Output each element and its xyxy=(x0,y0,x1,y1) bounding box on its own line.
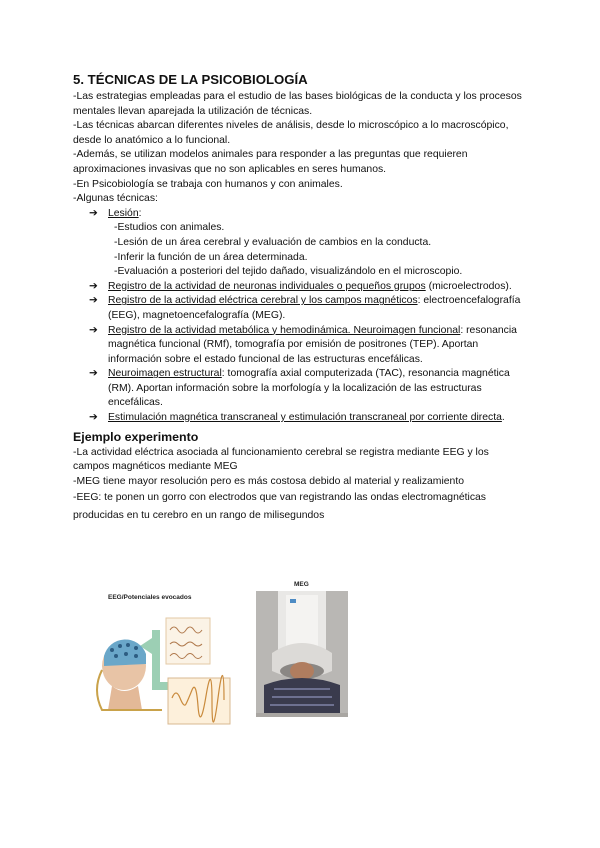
sub-item: -Lesión de un área cerebral y evaluación de cambios en la conducta. xyxy=(114,236,432,248)
list-item xyxy=(73,411,525,426)
sub-item: -Estudios con animales. xyxy=(114,222,225,234)
technique-title: Neuroimagen estructural xyxy=(108,368,222,380)
arrow-icon: ➔ xyxy=(89,207,98,219)
list-item xyxy=(73,367,525,411)
technique-desc: : resonancia magnética funcional (RMf), tomografía por emisión de positrones (TEP). Aportan información sobre el estado funcional de las estructuras encefálicas. xyxy=(108,324,517,365)
intro-line: -Las estrategias empleadas para el estudio de las bases biológicas de la conducta y los procesos mentales llevan aparejada la utilización de técnicas. xyxy=(73,91,522,117)
arrow-icon: ➔ xyxy=(89,412,98,424)
eeg-figure-title: EEG/Potenciales evocados xyxy=(108,594,192,601)
technique-title: Estimulación magnética transcraneal y estimulación transcraneal por corriente directa xyxy=(108,412,502,424)
intro-line: -En Psicobiología se trabaja con humanos y con animales. xyxy=(73,178,343,190)
eeg-figure xyxy=(92,590,234,728)
example-line: -EEG: te ponen un gorro con electrodos que van registrando las ondas electromagnéticas producidas en tu cerebro en un rango de milisegundos xyxy=(73,492,486,522)
intro-line: -Además, se utilizan modelos animales para responder a las preguntas que requieren aproximaciones invasivas que no son aplicables en seres humanos. xyxy=(73,149,468,175)
list-item xyxy=(73,324,525,368)
technique-desc: (microelectrodos). xyxy=(425,280,512,292)
figures-area xyxy=(0,575,600,735)
example-line: -La actividad eléctrica asociada al funcionamiento cerebral se registra mediante EEG y los campos magnéticos mediante MEG xyxy=(73,446,489,473)
sub-item: -Evaluación a posteriori del tejido dañado, visualizándolo en el microscopio. xyxy=(114,266,463,278)
example-line: -MEG tiene mayor resolución pero es más costosa debido al material y realizamiento xyxy=(73,475,464,487)
sub-list xyxy=(108,221,525,279)
technique-title: Registro de la actividad eléctrica cerebral y los campos magnéticos xyxy=(108,295,418,307)
meg-figure xyxy=(256,575,348,735)
technique-desc: : tomografía axial computerizada (TAC), resonancia magnética (RM). Aportan información sobre la morfología y la localización de las estructuras encefálicas. xyxy=(108,368,510,409)
intro-line: -Las técnicas abarcan diferentes niveles de análisis, desde lo microscópico a lo macroscópico, desde lo anatómico a lo funcional. xyxy=(73,120,509,146)
technique-title: Registro de la actividad de neuronas individuales o pequeños grupos xyxy=(108,280,426,292)
list-item xyxy=(73,207,525,280)
techniques-list xyxy=(73,207,525,426)
document-content xyxy=(73,72,525,525)
example-heading: Ejemplo experimento xyxy=(73,429,199,444)
sub-item: -Inferir la función de un área determinada. xyxy=(114,251,308,263)
arrow-icon: ➔ xyxy=(89,295,98,307)
meg-figure-title: MEG xyxy=(294,581,309,588)
technique-desc: . xyxy=(501,412,505,424)
section-heading: 5. TÉCNICAS DE LA PSICOBIOLOGÍA xyxy=(73,72,308,87)
technique-title: Registro de la actividad metabólica y hemodinámica. Neuroimagen funcional xyxy=(108,324,461,336)
intro-line: -Algunas técnicas: xyxy=(73,193,158,205)
technique-title: Lesión xyxy=(108,207,139,219)
arrow-icon: ➔ xyxy=(89,280,98,292)
technique-desc: : xyxy=(138,207,142,219)
technique-desc: : electroencefalografía (EEG), magnetoencefalografía (MEG). xyxy=(108,295,521,321)
list-item xyxy=(73,294,525,323)
list-item xyxy=(73,280,525,295)
arrow-icon: ➔ xyxy=(89,324,98,336)
meg-photo xyxy=(256,575,348,735)
arrow-icon: ➔ xyxy=(89,368,98,380)
eeg-illustration xyxy=(92,590,234,728)
